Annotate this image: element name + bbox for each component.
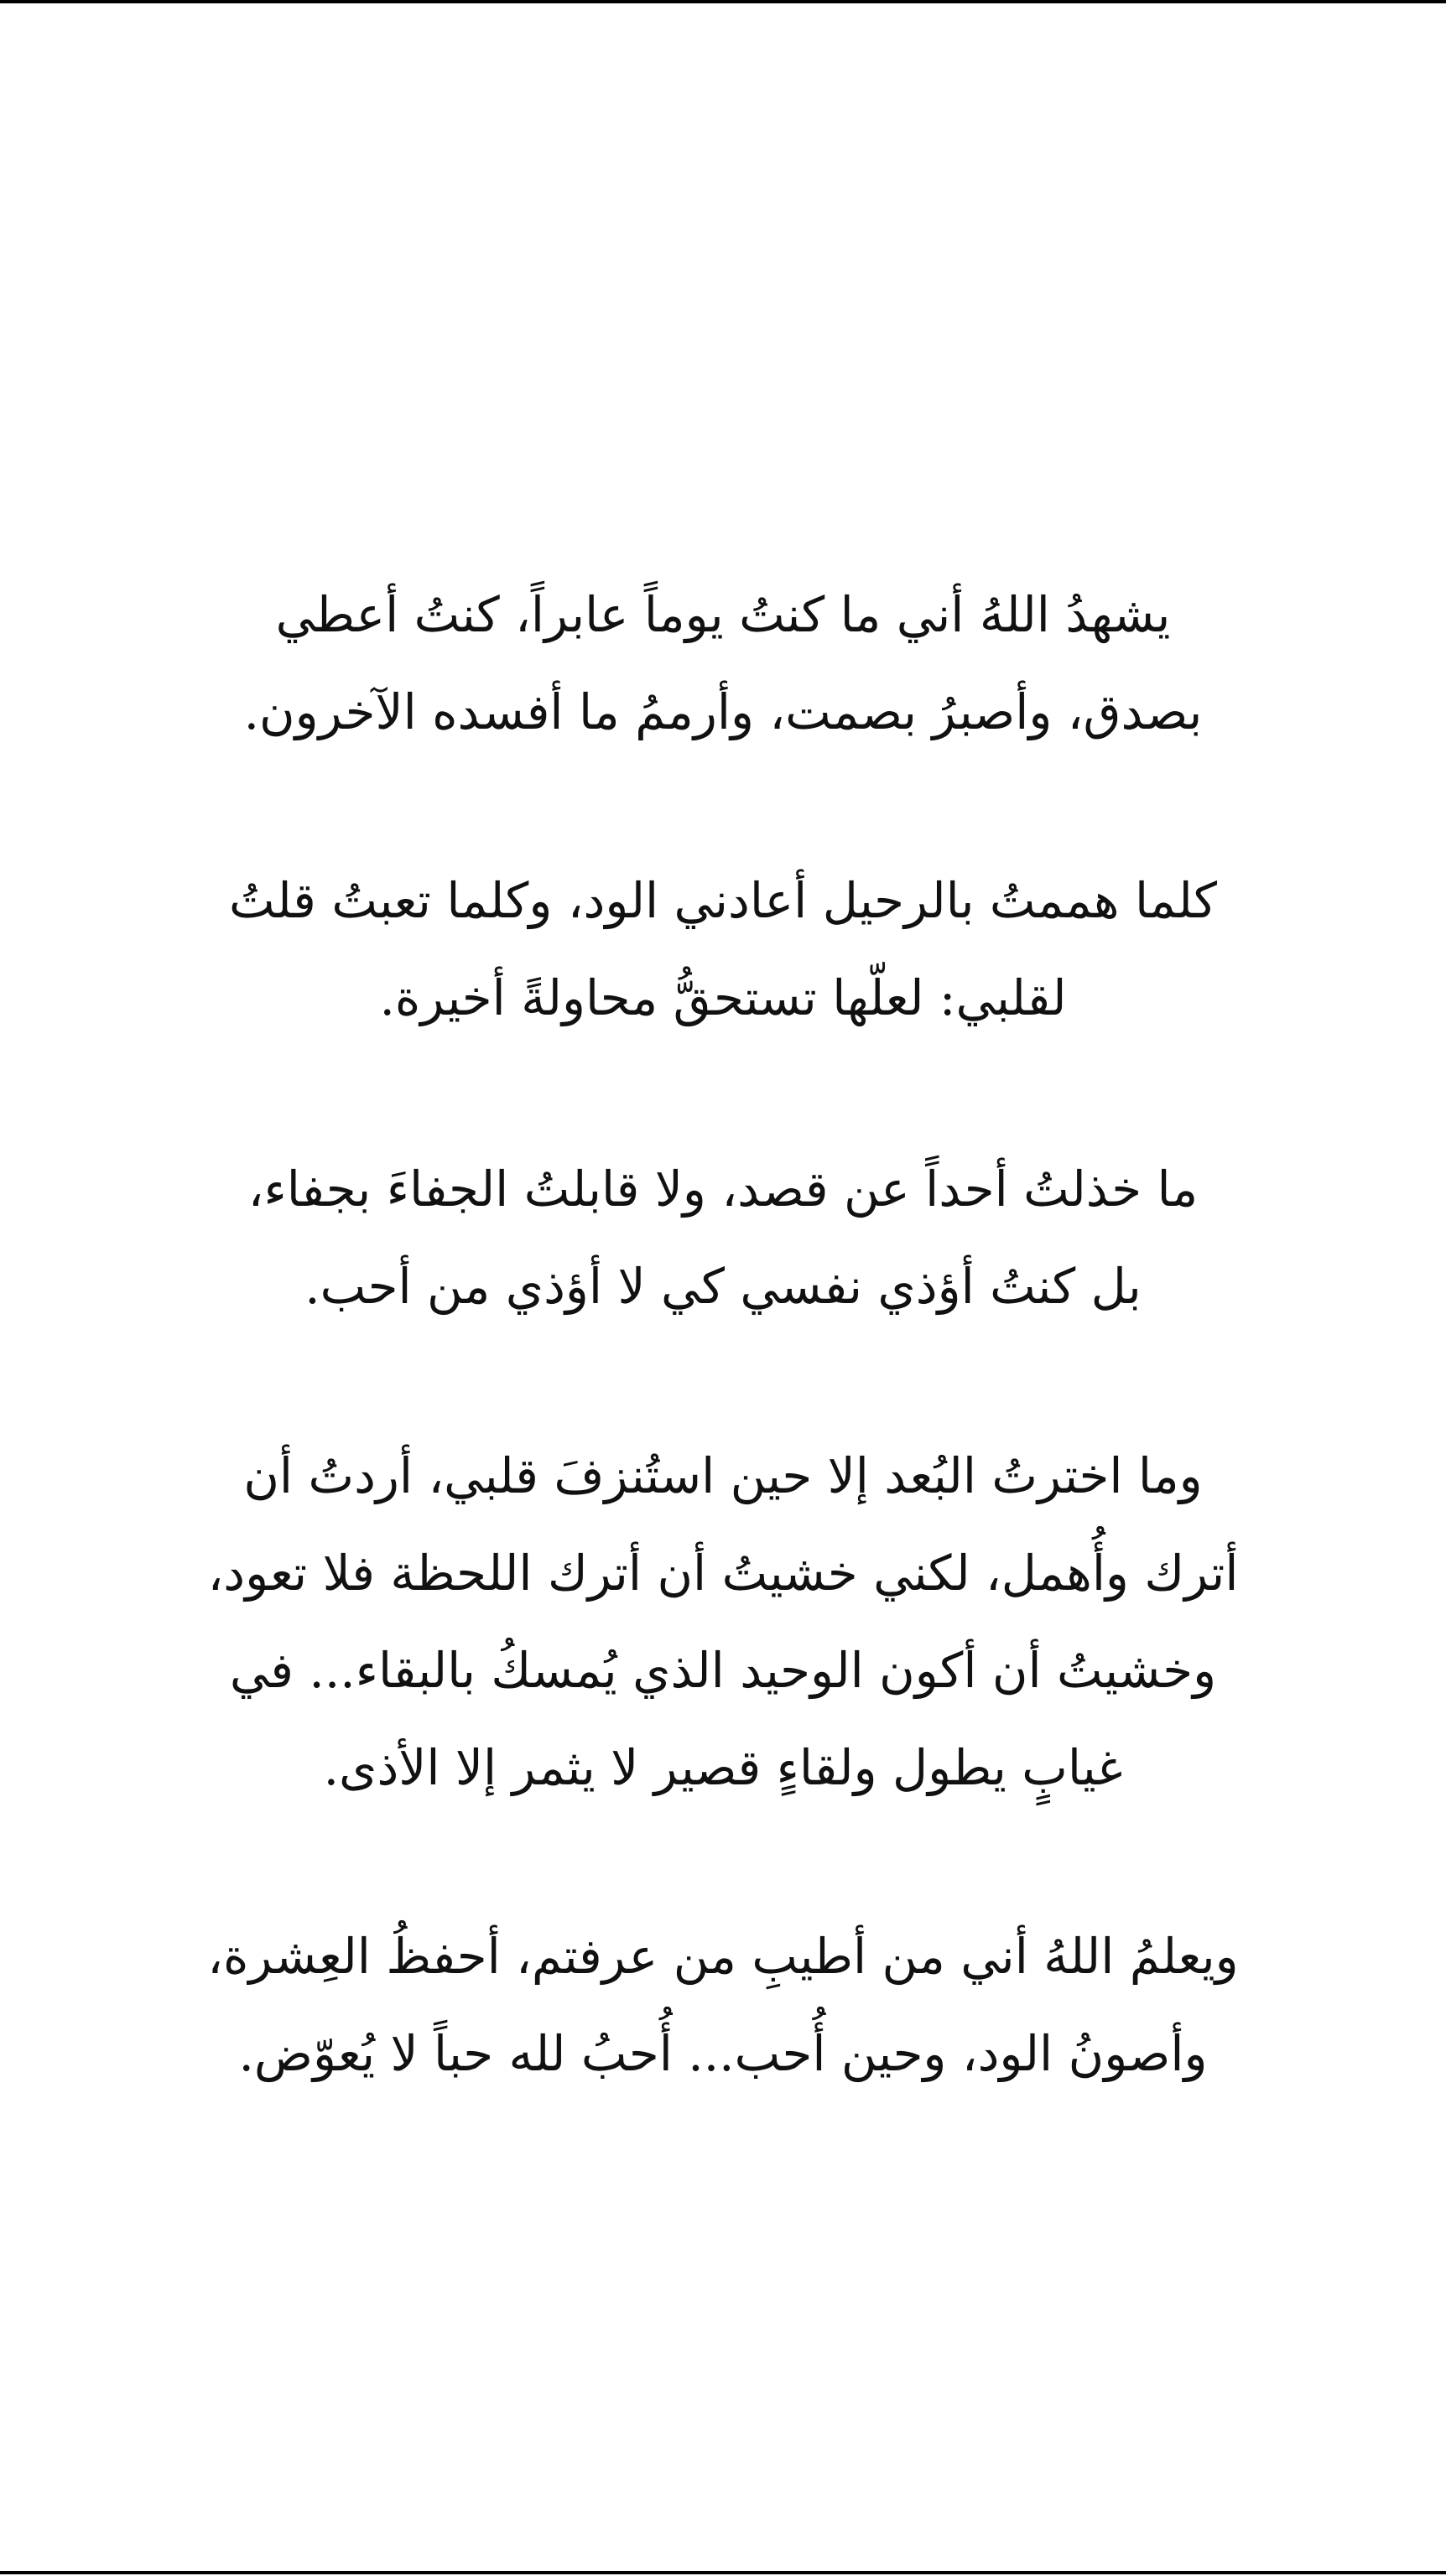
text-line: بل كنتُ أؤذي نفسي كي لا أؤذي من أحب. xyxy=(304,1258,1142,1315)
paragraph-4 xyxy=(0,1427,1446,1816)
text-line: بصدق، وأصبرُ بصمت، وأرممُ ما أفسده الآخرون. xyxy=(243,683,1203,740)
text-line: ويعلمُ اللهُ أني من أطيبِ من عرفتم، أحفظُ العِشرة، xyxy=(207,1928,1239,1985)
text-line: وأصونُ الود، وحين أُحب... أُحبُ لله حباً لا يُعوّض. xyxy=(238,2025,1208,2082)
paragraph-2 xyxy=(0,852,1446,1046)
text-line: لقلبي: لعلّها تستحقُّ محاولةً أخيرة. xyxy=(379,969,1067,1026)
text-line: وخشيتُ أن أكون الوحيد الذي يُمسكُ بالبقاء... في xyxy=(229,1642,1217,1699)
paragraph-5 xyxy=(0,1908,1446,2102)
text-line: ما خذلتُ أحداً عن قصد، ولا قابلتُ الجفاءَ بجفاء، xyxy=(247,1161,1199,1218)
text-line: أترك وأُهمل، لكني خشيتُ أن أترك اللحظة فلا تعود، xyxy=(207,1545,1239,1602)
paragraph-1 xyxy=(0,566,1446,761)
top-border-line xyxy=(0,0,1446,3)
bottom-border-line xyxy=(0,2571,1446,2574)
text-line: كلما هممتُ بالرحيل أعادني الود، وكلما تعبتُ قلتُ xyxy=(229,872,1217,929)
text-line: يشهدُ اللهُ أني ما كنتُ يوماً عابراً، كنتُ أعطي xyxy=(275,586,1171,643)
text-line: غيابٍ يطول ولقاءٍ قصير لا يثمر إلا الأذى. xyxy=(323,1739,1123,1796)
paragraph-3 xyxy=(0,1140,1446,1335)
text-line: وما اخترتُ البُعد إلا حين استُنزفَ قلبي، أردتُ أن xyxy=(243,1447,1203,1504)
